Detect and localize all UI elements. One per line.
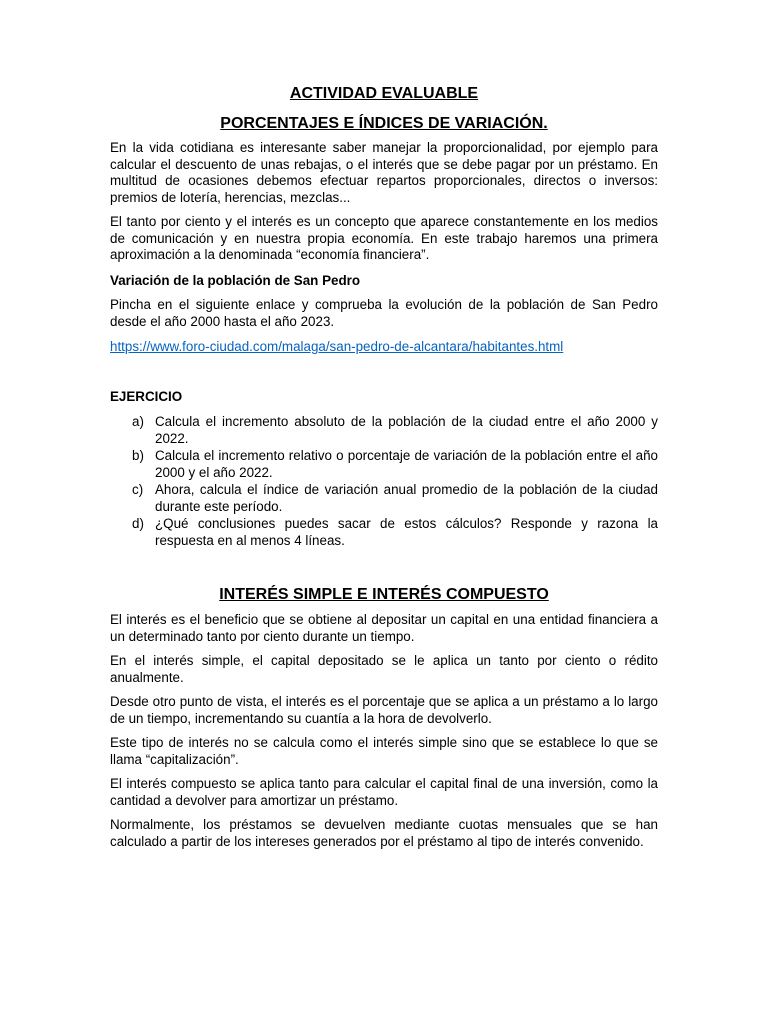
document-title: ACTIVIDAD EVALUABLE	[289, 85, 479, 102]
list-marker: a)	[132, 414, 144, 429]
interes-paragraph: En el interés simple, el capital depositado se le aplica un tanto por ciento o rédito anualmente.	[110, 653, 658, 685]
interes-paragraph: El interés compuesto se aplica tanto para calcular el capital final de una inversión, como la cantidad a devolver para amortizar un préstamo.	[110, 776, 658, 808]
intro-section	[110, 140, 658, 264]
list-item	[110, 482, 658, 515]
intro-paragraph: En la vida cotidiana es interesante saber manejar la proporcionalidad, por ejemplo para calcular el descuento de unas rebajas, o el interés que se debe pagar por un préstamo. En multitud de ocasiones debemos efectuar repartos proporcionales, directos o inversos: premios de lotería, herencias, mezclas...	[110, 140, 658, 205]
poblacion-paragraph: Pincha en el siguiente enlace y comprueba la evolución de la población de San Pedro desde el año 2000 hasta el año 2023.	[110, 297, 658, 329]
list-marker: b)	[132, 448, 144, 463]
list-item	[110, 516, 658, 549]
list-item	[110, 414, 658, 447]
list-item-text: Calcula el incremento relativo o porcentaje de variación de la población entre el año 2000 y el año 2022.	[155, 448, 658, 480]
interes-paragraph: Desde otro punto de vista, el interés es el porcentaje que se aplica a un préstamo a lo largo de un tiempo, incrementando su cuantía a la hora de devolverlo.	[110, 694, 658, 726]
interes-section	[110, 612, 658, 850]
section-title-interes: INTERÉS SIMPLE E INTERÉS COMPUESTO	[219, 586, 549, 603]
list-item-text: Ahora, calcula el índice de variación anual promedio de la población de la ciudad durante este período.	[155, 482, 658, 514]
ejercicio-list	[110, 414, 658, 549]
interes-paragraph: Normalmente, los préstamos se devuelven mediante cuotas mensuales que se han calculado a partir de los intereses generados por el préstamo al tipo de interés convenido.	[110, 817, 658, 849]
list-item	[110, 448, 658, 481]
poblacion-heading: Variación de la población de San Pedro	[110, 272, 361, 288]
section-title-porcentajes: PORCENTAJES E ÍNDICES DE VARIACIÓN.	[220, 115, 548, 132]
interes-paragraph: El interés es el beneficio que se obtiene al depositar un capital en una entidad financiera a un determinado tanto por ciento durante un tiempo.	[110, 612, 658, 644]
list-marker: c)	[132, 482, 144, 497]
intro-paragraph: El tanto por ciento y el interés es un concepto que aparece constantemente en los medios de comunicación y en nuestra propia economía. En este trabajo haremos una primera aproximación a la denominada “economía financiera”.	[110, 214, 658, 262]
list-item-text: Calcula el incremento absoluto de la población de la ciudad entre el año 2000 y 2022.	[155, 414, 658, 446]
document-page	[110, 84, 658, 850]
list-marker: d)	[132, 516, 144, 531]
interes-paragraph: Este tipo de interés no se calcula como el interés simple sino que se establece lo que se llama “capitalización”.	[110, 735, 658, 767]
ejercicio-heading: EJERCICIO	[110, 388, 183, 404]
habitantes-link[interactable]: https://www.foro-ciudad.com/malaga/san-pedro-de-alcantara/habitantes.html	[110, 339, 564, 354]
list-item-text: ¿Qué conclusiones puedes sacar de estos cálculos? Responde y razona la respuesta en al menos 4 líneas.	[155, 516, 658, 548]
